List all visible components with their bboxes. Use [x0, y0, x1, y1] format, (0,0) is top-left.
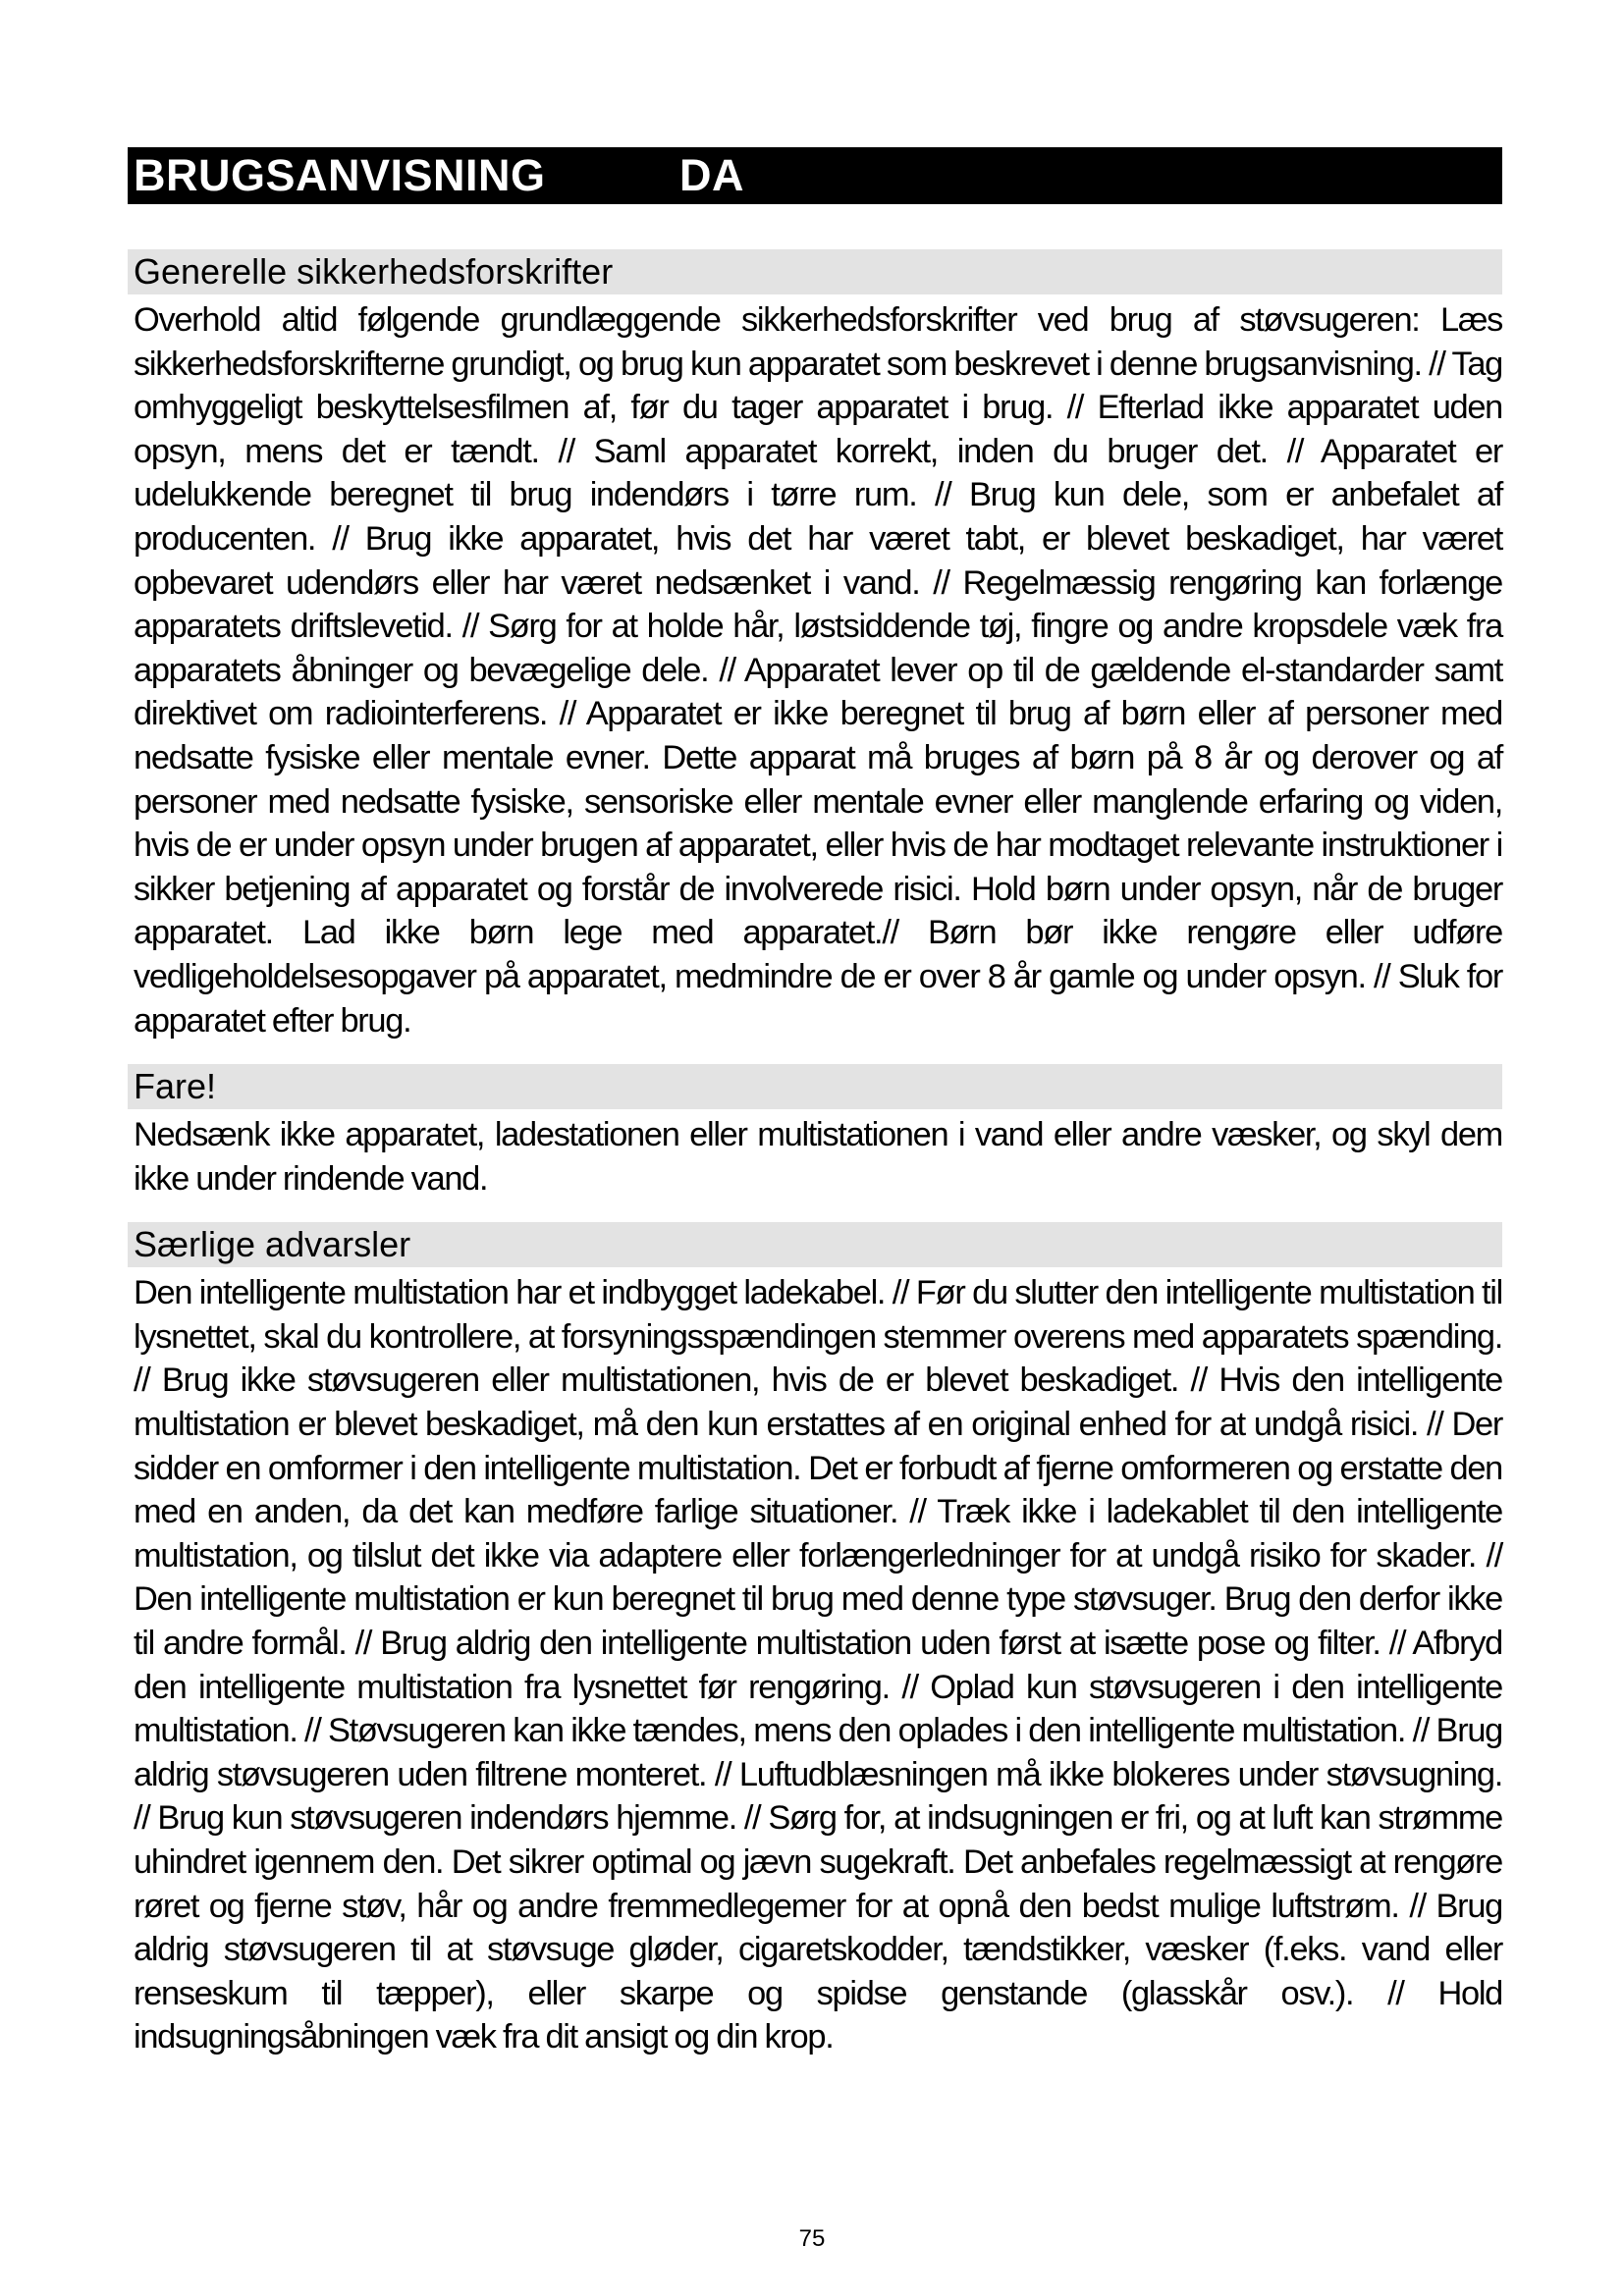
header-bar — [128, 147, 1502, 204]
section-heading-general-safety: Generelle sikkerhedsforskrifter — [128, 249, 1502, 294]
section-heading-special-warnings: Særlige advarsler — [128, 1222, 1502, 1267]
section-heading-danger: Fare! — [128, 1064, 1502, 1109]
language-code: DA — [679, 150, 744, 200]
section-body-special-warnings: Den intelligente multistation har et indbygget ladekabel. // Før du slutter den intelligente multistation til lysnettet, skal du kontrollere, at forsyningsspændingen stemmer overens med apparatets spænding. // Brug ikke støvsugeren eller multistationen, hvis de er blevet beskadiget. // Hvis den intelligente multistation er blevet beskadiget, må den kun erstattes af en original enhed for at undgå risici. // Der sidder en omformer i den intelligente multistation. Det er forbudt af fjerne omformeren og erstatte den med en anden, da det kan medføre farlige situationer. // Træk ikke i ladekablet til den intelligente multistation, og tilslut det ikke via adaptere eller forlængerledninger for at undgå risiko for skader. // Den intelligente multistation er kun beregnet til brug med denne type støvsuger. Brug den derfor ikke til andre formål. // Brug aldrig den intelligente multistation uden først at isætte pose og filter. // Afbryd den intelligente multistation fra lysnettet før rengøring. // Oplad kun støvsugeren i den intelligente multistation. // Støvsugeren kan ikke tændes, mens den oplades i den intelligente multistation. // Brug aldrig støvsugeren uden filtrene monteret. // Luftudblæsningen må ikke blokeres under støvsugning. // Brug kun støvsugeren indendørs hjemme. // Sørg for, at indsugningen er fri, og at luft kan strømme uhindret igennem den. Det sikrer optimal og jævn sugekraft. Det anbefales regelmæssigt at rengøre røret og fjerne støv, hår og andre fremmedlegemer for at opnå den bedst mulige luftstrøm. // Brug aldrig støvsugeren til at støvsuge gløder, cigaretskodder, tændstikker, væsker (f.eks. vand eller renseskum til tæpper), eller skarpe og spidse genstande (glasskår osv.). // Hold indsugningsåbningen væk fra dit ansigt og din krop. — [134, 1274, 1502, 2056]
section-body-danger: Nedsænk ikke apparatet, ladestationen eller multistationen i vand eller andre væsker, og skyl dem ikke under rindende vand. — [134, 1116, 1502, 1198]
page-number: 75 — [798, 2225, 826, 2252]
manual-page — [128, 147, 1502, 2059]
section-body-general-safety: Overhold altid følgende grundlæggende sikkerhedsforskrifter ved brug af støvsugeren: Læs sikkerhedsforskrifterne grundigt, og brug kun apparatet som beskrevet i denne brugsanvisning. // Tag omhyggeligt beskyttelsesfilmen af, før du tager apparatet i brug. // Efterlad ikke apparatet uden opsyn, mens det er tændt. // Saml apparatet korrekt, inden du bruger det. // Apparatet er udelukkende beregnet til brug indendørs i tørre rum. // Brug kun dele, som er anbefalet af producenten. // Brug ikke apparatet, hvis det har været tabt, er blevet beskadiget, har været opbevaret udendørs eller har været nedsænket i vand. // Regelmæssig rengøring kan forlænge apparatets driftslevetid. // Sørg for at holde hår, løstsiddende tøj, fingre og andre kropsdele væk fra apparatets åbninger og bevægelige dele. // Apparatet lever op til de gældende el-standarder samt direktivet om radiointerferens. // Apparatet er ikke beregnet til brug af børn eller af personer med nedsatte fysiske eller mentale evner. Dette apparat må bruges af børn på 8 år og derover og af personer med nedsatte fysiske, sensoriske eller mentale evner eller manglende erfaring og viden, hvis de er under opsyn under brugen af apparatet, eller hvis de har modtaget relevante instruktioner i sikker betjening af apparatet og forstår de involverede risici. Hold børn under opsyn, når de bruger apparatet. Lad ikke børn lege med apparatet.// Børn bør ikke rengøre eller udføre vedligeholdelsesopgaver på apparatet, medmindre de er over 8 år gamle og under opsyn. // Sluk for apparatet efter brug. — [134, 301, 1502, 1040]
page-title: BRUGSANVISNING — [134, 150, 546, 200]
